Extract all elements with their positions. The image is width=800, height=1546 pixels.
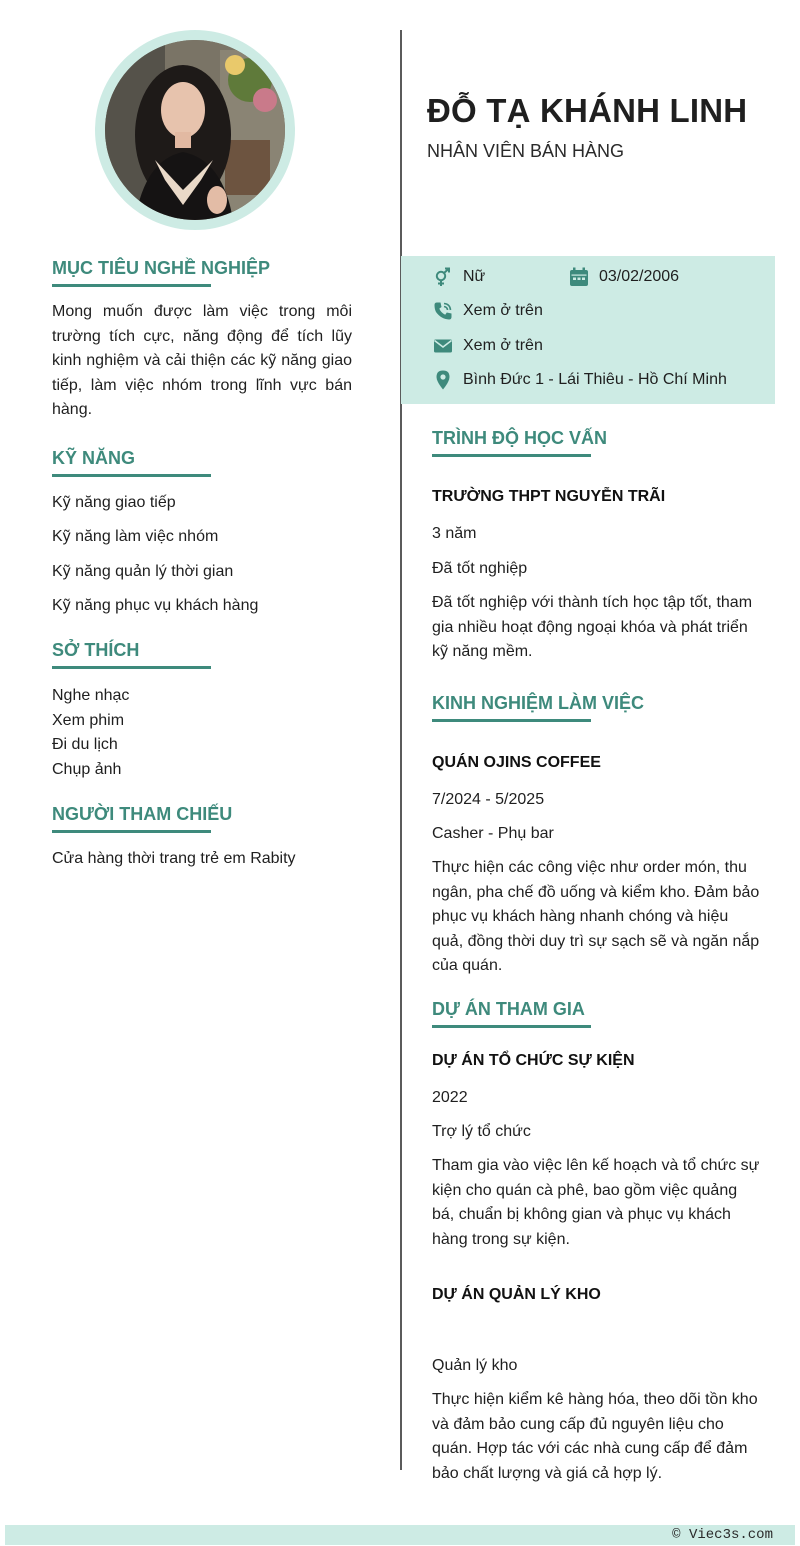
project-description: Tham gia vào việc lên kế hoạch và tổ chức sự kiện cho quán cà phê, bao gồm việc quảng bá, chuẩn bị không gian và phục vụ khách hàng trong sự kiện. — [432, 1157, 760, 1248]
project-description: Thực hiện kiểm kê hàng hóa, theo dõi tồn kho và đảm bảo cung cấp đủ nguyên liệu cho quán. Hợp tác với các nhà cung cấp để đảm bảo chất lượng và giá cả hợp lý. — [432, 1391, 758, 1482]
email-icon — [433, 336, 453, 356]
email-value: Xem ở trên — [463, 337, 543, 354]
education-duration: 3 năm — [432, 525, 477, 542]
projects-header — [432, 996, 762, 1026]
skills-list — [52, 491, 352, 619]
gender-icon — [433, 267, 453, 287]
project-role: Quản lý kho — [432, 1357, 518, 1374]
references-title: NGƯỜI THAM CHIẾU — [52, 803, 233, 824]
experience-header — [432, 690, 762, 720]
section-underline — [52, 474, 211, 477]
skill-item: Kỹ năng quản lý thời gian — [52, 562, 234, 580]
education-header — [432, 425, 762, 455]
education-title: TRÌNH ĐỘ HỌC VẤN — [432, 428, 607, 448]
project-year: 2022 — [432, 1089, 468, 1106]
skill-item: Kỹ năng làm việc nhóm — [52, 528, 219, 545]
experience-role: Casher - Phụ bar — [432, 825, 554, 842]
contact-box — [401, 256, 775, 404]
hobby-item: Xem phim — [52, 711, 125, 729]
objective-text: Mong muốn được làm việc trong môi trường tích cực, năng động để tích lũy kinh nghiệm và cải thiện các kỹ năng giao tiếp, làm việc nhóm trong lĩnh vực bán hàng. — [52, 303, 352, 418]
hobby-item: Nghe nhạc — [52, 687, 130, 704]
phone-row — [433, 301, 543, 321]
gender-row — [433, 267, 485, 287]
hobbies-title: SỞ THÍCH — [52, 640, 140, 660]
avatar — [105, 40, 285, 220]
footer-bar — [5, 1525, 795, 1545]
section-underline — [432, 1025, 591, 1028]
location-pin-icon — [433, 370, 453, 390]
school-name: TRƯỜNG THPT NGUYỄN TRÃI — [432, 488, 666, 505]
projects-title: DỰ ÁN THAM GIA — [432, 999, 585, 1019]
gender-value: Nữ — [463, 268, 486, 285]
footer-copyright: © Viec3s.com — [672, 1527, 773, 1543]
section-underline — [432, 719, 591, 722]
projects-section — [432, 996, 762, 1486]
dob-value: 03/02/2006 — [599, 268, 680, 285]
education-section — [432, 425, 762, 665]
phone-value: Xem ở trên — [463, 302, 543, 319]
project-role: Trợ lý tổ chức — [432, 1123, 531, 1140]
skill-item: Kỹ năng phục vụ khách hàng — [52, 597, 259, 614]
objective-header — [52, 255, 352, 285]
hobbies-list — [52, 684, 352, 783]
experience-period: 7/2024 - 5/2025 — [432, 791, 545, 808]
education-status: Đã tốt nghiệp — [432, 560, 528, 577]
dob-row — [569, 267, 679, 287]
left-column — [52, 255, 352, 871]
experience-description: Thực hiện các công việc như order món, thu ngân, pha chế đồ uống và kiểm kho. Đảm bảo phục vụ khách hàng nhanh chóng và hiệu quả, đồng thời duy trì sự sạch sẽ và ngăn nắp của quán. — [432, 859, 760, 974]
objective-title: MỤC TIÊU NGHỀ NGHIỆP — [52, 258, 271, 278]
column-divider — [400, 30, 402, 1470]
section-underline — [432, 454, 591, 457]
hobbies-header — [52, 637, 352, 667]
job-title: NHÂN VIÊN BÁN HÀNG — [427, 141, 625, 161]
project-name: DỰ ÁN QUẢN LÝ KHO — [432, 1286, 601, 1303]
calendar-icon — [569, 267, 589, 287]
skills-title: KỸ NĂNG — [52, 447, 136, 468]
address-row — [433, 370, 727, 390]
company-name: QUÁN OJINS COFFEE — [432, 754, 601, 771]
skill-item: Kỹ năng giao tiếp — [52, 493, 176, 511]
project-name: DỰ ÁN TỔ CHỨC SỰ KIỆN — [432, 1052, 635, 1069]
skills-header — [52, 445, 352, 475]
education-description: Đã tốt nghiệp với thành tích học tập tốt, tham gia nhiều hoạt động ngoại khóa và phát triển kỹ năng mềm. — [432, 594, 753, 660]
phone-icon — [433, 301, 453, 321]
section-underline — [52, 830, 211, 833]
email-row — [433, 336, 543, 356]
experience-title: KINH NGHIỆM LÀM VIỆC — [432, 693, 645, 713]
section-underline — [52, 666, 211, 669]
hobby-item: Đi du lịch — [52, 736, 118, 754]
hobby-item: Chụp ảnh — [52, 761, 122, 779]
candidate-name: ĐỖ TẠ KHÁNH LINH — [427, 92, 748, 129]
section-underline — [52, 284, 211, 287]
references-header — [52, 801, 352, 831]
experience-section — [432, 690, 762, 979]
references-text: Cửa hàng thời trang trẻ em Rabity — [52, 849, 296, 867]
address-value: Bình Đức 1 - Lái Thiêu - Hồ Chí Minh — [463, 371, 727, 388]
